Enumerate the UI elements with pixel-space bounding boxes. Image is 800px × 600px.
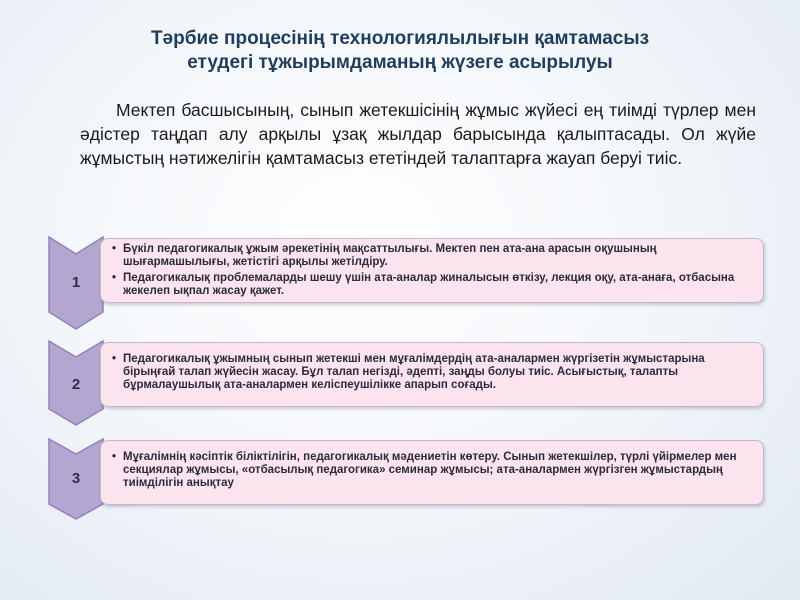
step-number-3: 3 (71, 470, 81, 487)
slide-title-line1: Тәрбие процесінің технологиялылығын қамтамасыз (150, 28, 650, 49)
step-3-bullet-1: • Мұғалімнің кәсіптік біліктілігін, педагогикалық мәдениетін көтеру. Сынып жетекшілер, түрлі үйірмелер мен секциялар жұмысы, «отбасылық педагогика» семинар жұмысы; ата-аналармен жүргізген жұмыстардың тиімділігін анықтау (123, 451, 753, 490)
step-box-2 (100, 342, 764, 407)
step-box-3 (100, 440, 764, 505)
step-bullet-list-3 (101, 441, 763, 490)
step-bullet-list-1 (101, 239, 763, 298)
step-box-1 (100, 238, 764, 303)
step-2-bullet-1: • Педагогикалық ұжымның сынып жетекші мен мұғалімдердің ата-аналармен жүргізетін жұмыстарына бірыңғай талап жүйесін жасау. Бұл талап негізді, әдепті, заңды болуы тиіс. Асығыстық, талапты бұрмалаушылық ата-аналармен келіспеушілікке апарып соғады. (123, 353, 753, 392)
step-number-1: 1 (71, 274, 81, 291)
slide-title (60, 27, 740, 75)
intro-paragraph: Мектеп басшысының, сынып жетекшісінің жұмыс жүйесі ең тиімді түрлер мен әдістер таңдап алу арқылы ұзақ жылдар барысында қалыптасады. Ол жүйе жұмыстың нәтижелігін қамтамасыз ететіндей талаптарға жауап беруі тиіс. (80, 100, 756, 168)
step-row-2 (48, 340, 764, 426)
step-number-2: 2 (71, 376, 81, 393)
step-row-3 (48, 438, 764, 520)
step-1-bullet-2: • Педагогикалық проблемаларды шешу үшін ата-аналар жиналысын өткізу, лекция оқу, ата-анаға, отбасына жекелеп ықпал жасау қажет. (123, 272, 753, 298)
step-bullet-list-2 (101, 343, 763, 392)
step-row-1 (48, 236, 764, 330)
slide-title-line2: етудегі тұжырымдаманың жүзеге асырылуы (187, 52, 613, 73)
step-1-bullet-1: • Бүкіл педагогикалық ұжым әрекетінің мақсаттылығы. Мектеп пен ата-ана арасын оқушының шығармашылығы, жетістігі арқылы жетілдіру. (123, 243, 753, 269)
